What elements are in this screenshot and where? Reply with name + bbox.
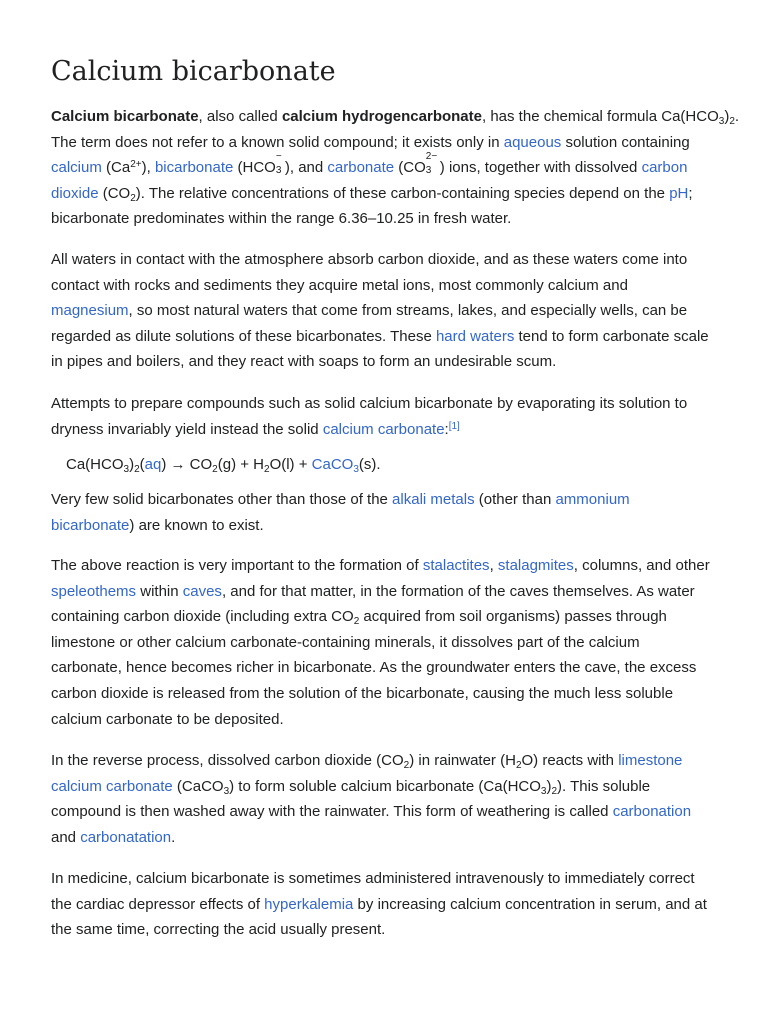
link-calcium[interactable]: calcium: [51, 159, 102, 177]
text: and: [51, 828, 81, 846]
text: compound is then washed away with the rainwater. This form of weathering is called: [51, 803, 613, 821]
superscript: 2+: [130, 159, 142, 171]
text: ),: [141, 159, 155, 177]
text: ;: [688, 184, 693, 202]
text-line: the same time, correcting the acid usually present.: [51, 921, 386, 939]
text: (CO: [394, 159, 426, 177]
link-ammonium-bicarbonate[interactable]: bicarbonate: [51, 516, 130, 534]
text-line: [51, 181, 731, 207]
text-line: [51, 579, 731, 605]
subscript: 3: [425, 165, 432, 177]
subscript: 2: [729, 116, 735, 127]
text: ): [724, 108, 730, 125]
bold-term: Calcium bicarbonate: [51, 108, 199, 125]
link-carbon-dioxide[interactable]: dioxide: [51, 184, 99, 202]
text-line: [51, 799, 731, 825]
text: (: [139, 456, 145, 473]
subscript: 3: [275, 165, 282, 177]
subscript: 2: [130, 192, 136, 204]
link-speleothems[interactable]: speleothems: [51, 582, 137, 600]
text: by increasing calcium concentration in serum, and at: [353, 895, 707, 913]
subscript: 2: [403, 760, 410, 771]
link-limestone[interactable]: limestone: [618, 752, 683, 769]
text-line: calcium carbonate to be deposited.: [51, 710, 284, 728]
text: .: [171, 828, 176, 846]
subscript: 3: [540, 785, 547, 797]
subscript: 3: [123, 464, 130, 475]
link-alkali-metals[interactable]: alkali metals: [392, 491, 475, 508]
text: (s).: [358, 456, 381, 473]
link-carbon-dioxide[interactable]: carbon: [641, 159, 688, 177]
text: ) ions, together with dissolved: [439, 159, 642, 177]
text-line: [51, 487, 731, 513]
paragraph-hard-water: [51, 247, 731, 375]
text: ): [129, 456, 135, 473]
text: ) to form soluble calcium bicarbonate (Ca(HCO: [229, 777, 541, 795]
paragraph-caves: [51, 553, 731, 732]
link-aqueous[interactable]: aqueous: [503, 133, 562, 151]
text: Very few solid bicarbonates other than those of the: [51, 491, 393, 508]
link-ph[interactable]: pH: [669, 184, 689, 202]
text-line: carbon dioxide is released from the solution of the bicarbonate, causing the much less soluble: [51, 684, 674, 702]
link-stalactites[interactable]: stalactites: [422, 557, 490, 574]
text-line: limestone or other calcium carbonate-containing minerals, it dissolves part of the calcium: [51, 633, 640, 651]
text: ): [546, 777, 552, 795]
text: ) in rainwater (H: [409, 752, 516, 769]
link-hard-waters[interactable]: hard waters: [435, 327, 515, 345]
text-line: [51, 417, 731, 443]
text-line: [51, 748, 731, 774]
sub-sup: [275, 151, 285, 177]
text: :: [444, 420, 449, 438]
text: ). The relative concentrations of these carbon-containing species depend on the: [135, 184, 670, 202]
text-line: [51, 774, 731, 800]
text-line: [51, 324, 731, 350]
link-stalagmites[interactable]: stalagmites: [497, 557, 574, 574]
text: O(l) +: [269, 456, 312, 473]
text-line: [51, 130, 731, 156]
text: The term does not refer to a known solid compound; it exists only in: [51, 133, 504, 151]
link-calcium-carbonate[interactable]: calcium carbonate: [51, 777, 173, 795]
text-line: All waters in contact with the atmosphere absorb carbon dioxide, and as these waters come into: [51, 251, 688, 268]
text-line: [51, 298, 731, 324]
subscript: 2: [551, 785, 558, 797]
link-caves[interactable]: caves: [182, 582, 222, 600]
text-line: [51, 825, 731, 851]
link-caco3[interactable]: [312, 456, 359, 473]
text: O) reacts with: [521, 752, 619, 769]
subscript: 3: [353, 464, 359, 475]
text: ,: [489, 557, 498, 574]
text: ), and: [284, 159, 328, 177]
citation-link[interactable]: [1]: [448, 420, 460, 432]
bold-term: calcium hydrogencarbonate: [281, 108, 482, 125]
text-line: [51, 151, 731, 181]
subscript: 2: [353, 616, 360, 628]
text: the cardiac depressor effects of: [51, 895, 265, 913]
link-hyperkalemia[interactable]: hyperkalemia: [264, 895, 354, 913]
link-carbonation[interactable]: carbonation: [612, 803, 692, 821]
text: (g) + H: [217, 456, 264, 473]
text-line: Attempts to prepare compounds such as solid calcium bicarbonate by evaporating its solution to: [51, 395, 688, 412]
text-line: carbonate, hence becomes richer in bicarbonate. As the groundwater enters the cave, the excess: [51, 659, 697, 677]
text-line: [51, 892, 731, 918]
text: ). This soluble: [557, 777, 651, 795]
text: ) → CO: [161, 456, 213, 473]
text: ) are known to exist.: [129, 516, 264, 534]
text: dryness invariably yield instead the solid: [51, 420, 323, 438]
text: CaCO: [311, 456, 354, 473]
text: , so most natural waters that come from streams, lakes, and especially wells, can be: [128, 302, 688, 320]
text-line: In medicine, calcium bicarbonate is sometimes administered intravenously to immediately correct: [51, 870, 695, 887]
text: within: [136, 582, 183, 600]
text: (CaCO: [172, 777, 224, 795]
sub-sup: [425, 151, 440, 177]
text: (CO: [98, 184, 131, 202]
text-line: [51, 513, 731, 539]
text-line: [51, 604, 731, 630]
subscript: 3: [223, 785, 230, 797]
text: tend to form carbonate scale: [514, 327, 709, 345]
text: .: [734, 108, 740, 125]
text: , also called: [198, 108, 282, 125]
text-line: in pipes and boilers, and they react with soaps to form an undesirable scum.: [51, 353, 557, 371]
superscript: −: [275, 151, 282, 163]
text: regarded as dilute solutions of these bicarbonates. These: [51, 327, 436, 345]
link-bicarbonate[interactable]: bicarbonate: [154, 159, 234, 177]
text: , has the chemical formula Ca(HCO: [482, 108, 719, 125]
text: solution containing: [561, 133, 690, 151]
subscript: 3: [718, 116, 725, 127]
link-calcium-carbonate[interactable]: calcium carbonate: [322, 420, 445, 438]
text: containing carbon dioxide (including extra CO: [51, 608, 354, 626]
text: In the reverse process, dissolved carbon dioxide (CO: [51, 752, 404, 769]
link-magnesium[interactable]: magnesium: [51, 302, 129, 320]
text-line: contact with rocks and sediments they acquire metal ions, most commonly calcium and: [51, 276, 628, 294]
text: (HCO: [233, 159, 276, 177]
paragraph-medicine: [51, 866, 731, 943]
superscript: 2−: [425, 151, 438, 163]
paragraph-intro: [51, 104, 740, 232]
text: , columns, and other: [573, 557, 710, 574]
text: , and for that matter, in the formation of the caves themselves. As water: [221, 582, 695, 600]
paragraph-evaporation: [51, 391, 731, 442]
text: (Ca: [101, 159, 131, 177]
link-carbonate[interactable]: carbonate: [327, 159, 395, 177]
page-title: Calcium bicarbonate: [51, 56, 336, 87]
text-line: [51, 553, 731, 579]
text: The above reaction is very important to the formation of: [51, 557, 423, 574]
text: Ca(HCO: [66, 456, 124, 473]
link-ammonium-bicarbonate[interactable]: ammonium: [555, 491, 630, 508]
subscript: 2: [515, 760, 522, 771]
chemical-equation: [66, 452, 381, 477]
subscript: 2: [264, 464, 270, 475]
text-line: bicarbonate predominates within the range 6.36–10.25 in fresh water.: [51, 210, 512, 228]
text: (other than: [474, 491, 556, 508]
paragraph-reverse-process: [51, 748, 731, 850]
subscript: 2: [134, 464, 140, 475]
subscript: 2: [212, 464, 218, 475]
text: acquired from soil organisms) passes through: [359, 608, 667, 626]
text-line: [51, 104, 740, 130]
link-aq[interactable]: aq: [144, 456, 162, 473]
link-carbonatation[interactable]: carbonatation: [80, 828, 172, 846]
paragraph-solid-bicarbonates: [51, 487, 731, 538]
